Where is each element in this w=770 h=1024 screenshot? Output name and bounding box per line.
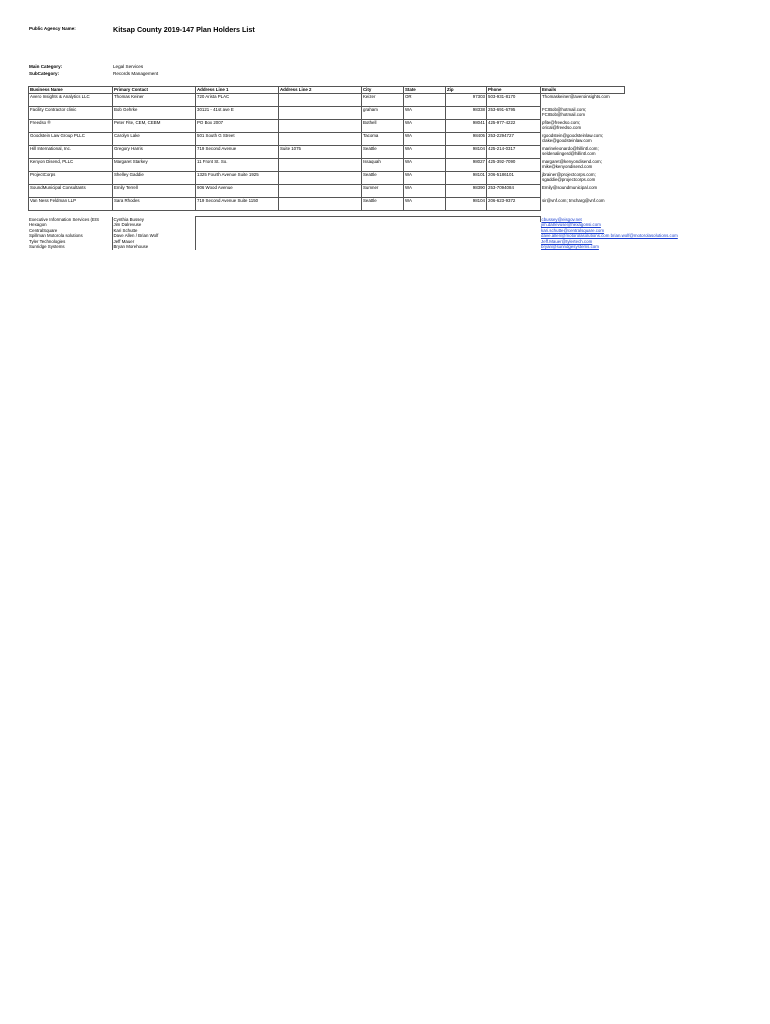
email-text: orical@freedso.com <box>542 124 582 130</box>
business-name-cell: ProjectCorps <box>29 172 113 185</box>
primary-contact-cell: Cynthia Bussey <box>112 217 195 223</box>
business-name-cell: Spillman Motorola solutions <box>28 233 112 239</box>
phone-cell: 503-931-8170 <box>487 94 541 107</box>
primary-contact-cell: Gregory Harris <box>113 146 196 159</box>
additional-plan-holders <box>28 216 770 250</box>
business-name-cell: Freedso ® <box>29 120 113 133</box>
column-header-primary-contact: Primary Contact <box>113 87 196 94</box>
business-name-cell: Executive Information Services (EIS <box>28 217 112 223</box>
table-row <box>29 146 625 159</box>
table-row <box>29 120 625 133</box>
business-name-cell: Van Ness Feldman LLP <box>29 198 113 211</box>
emails-cell <box>541 107 625 120</box>
email-link[interactable]: Jeff.Mauer@tylertech.com <box>541 238 593 244</box>
address-line-2-cell <box>279 94 362 107</box>
emails-cell <box>541 120 625 133</box>
state-cell: WA <box>404 146 446 159</box>
primary-contact-cell: Dave Allen / Brian Wolf <box>112 233 195 239</box>
emails-cell <box>541 146 625 159</box>
state-cell: WA <box>404 107 446 120</box>
column-header-emails: Emails <box>541 87 625 94</box>
address-line-1-cell: 1325 Fourth Avenue Suite 1925 <box>196 172 279 185</box>
email-link[interactable]: cbussey@eisgov.net <box>541 216 582 222</box>
zip-cell: 98101 <box>446 172 487 185</box>
address-line-1-cell: 11 Front St. So. <box>196 159 279 172</box>
city-cell: Sumner <box>362 185 404 198</box>
business-name-cell: Facility Contractor clinic <box>29 107 113 120</box>
address-line-2-cell: Suite 1075 <box>279 146 362 159</box>
primary-contact-cell: Thomas Keiner <box>113 94 196 107</box>
primary-contact-cell: Emily Terrell <box>113 185 196 198</box>
primary-contact-cell: Kari Schutte <box>112 228 195 234</box>
zip-cell: 97303 <box>446 94 487 107</box>
business-name-cell: Hill International, Inc. <box>29 146 113 159</box>
state-cell: WA <box>404 172 446 185</box>
address-line-1-cell: 906 Wood Avenue <box>196 185 279 198</box>
emails-cell <box>541 198 625 211</box>
table-header-row <box>29 87 625 94</box>
business-name-cell: CentralSquare <box>28 228 112 234</box>
city-cell: Seattle <box>362 198 404 211</box>
column-header-address-line-2: Address Line 2 <box>279 87 362 94</box>
column-header-zip: Zip <box>446 87 487 94</box>
city-cell: Tacoma <box>362 133 404 146</box>
state-cell: WA <box>404 185 446 198</box>
business-name-cell: Kenyon Disend, PLLC <box>29 159 113 172</box>
email-text: mike@kenyondisend.com <box>542 163 593 169</box>
column-header-address-line-1: Address Line 1 <box>196 87 279 94</box>
email-text: Thomaskeiner@averoinsights.com <box>542 94 610 99</box>
primary-contact-cell: Jeff Mauer <box>112 239 195 245</box>
empty-cell <box>195 244 540 250</box>
business-name-cell: Tyler Technologies <box>28 239 112 245</box>
document-title: Kitsap County 2019-147 Plan Holders List <box>113 25 255 34</box>
address-line-1-cell: 720 Arista PLAC <box>196 94 279 107</box>
plan-holders-table <box>28 86 625 211</box>
phone-cell: 253-2294727 <box>487 133 541 146</box>
address-line-1-cell: PO Box 2007 <box>196 120 279 133</box>
address-line-1-cell: 719 Second Avenue <box>196 146 279 159</box>
sub-category-value: Records Management <box>113 71 159 76</box>
email-text: Emily@soundmunicipal.com <box>542 184 598 190</box>
emails-cell <box>540 244 770 250</box>
primary-contact-cell: Shelley Gaddie <box>113 172 196 185</box>
table-row <box>29 185 625 198</box>
email-text: rgoodstein@goodsteinlaw.com; <box>542 132 604 138</box>
emails-cell <box>541 185 625 198</box>
primary-contact-cell: Jim Dalrevuse <box>112 222 195 228</box>
primary-contact-cell: Margaret Starkey <box>113 159 196 172</box>
email-text: FCIBob@hotmail.com; <box>542 106 587 112</box>
address-line-1-cell: 719 Second Avenue Suite 1150 <box>196 198 279 211</box>
column-header-phone: Phone <box>487 87 541 94</box>
table-row <box>29 159 625 172</box>
business-name-cell: Sunridge Systems <box>28 244 112 250</box>
primary-contact-cell: Bryan Morehouse <box>112 244 195 250</box>
city-cell: Bothell <box>362 120 404 133</box>
city-cell: Keizer <box>362 94 404 107</box>
zip-cell: 98104 <box>446 146 487 159</box>
table-row <box>29 133 625 146</box>
table-row <box>29 198 625 211</box>
phone-cell: 253-7094084 <box>487 185 541 198</box>
email-link[interactable]: bryan@sunridgesystems.com <box>541 244 599 250</box>
primary-contact-cell: Peter Fite, CEM, CEBM <box>113 120 196 133</box>
city-cell: Seattle <box>362 172 404 185</box>
sub-category-label: SubCategory: <box>29 71 60 76</box>
main-category-label: Main Category: <box>29 64 63 69</box>
primary-contact-cell: Sara Rhodes <box>113 198 196 211</box>
zip-cell: 98405 <box>446 133 487 146</box>
address-line-2-cell <box>279 133 362 146</box>
table-row <box>29 107 625 120</box>
zip-cell: 98041 <box>446 120 487 133</box>
email-text: margaret@kenyondisend.com; <box>542 158 602 164</box>
phone-cell: 253-691-6795 <box>487 107 541 120</box>
zip-cell: 98027 <box>446 159 487 172</box>
email-text: sgaddie@projectcorps.com <box>542 176 596 182</box>
primary-contact-cell: Carolyn Lake <box>113 133 196 146</box>
state-cell: WA <box>404 133 446 146</box>
column-header-business-name: Business Name <box>29 87 113 94</box>
state-cell: WA <box>404 198 446 211</box>
phone-cell: 425-977-4222 <box>487 120 541 133</box>
email-text: marineleonardo@hillintl.com; <box>542 145 599 151</box>
public-agency-label: Public Agency Name: <box>29 26 76 31</box>
table-row <box>29 94 625 107</box>
column-header-state: State <box>404 87 446 94</box>
email-link[interactable]: kari.schutte@centralsquare.com <box>541 227 605 233</box>
address-line-2-cell <box>279 185 362 198</box>
phone-cell: 206-623-9372 <box>487 198 541 211</box>
emails-cell <box>541 133 625 146</box>
business-name-cell: Goodstein Law Group PLLC <box>29 133 113 146</box>
business-name-cell: Hexagon <box>28 222 112 228</box>
email-text: jbrainer@projectcorps.com; <box>542 171 596 177</box>
main-category-value: Legal Services <box>113 64 144 69</box>
address-line-2-cell <box>279 172 362 185</box>
table-row <box>29 172 625 185</box>
email-text: clake@goodsteinlaw.com <box>542 137 592 143</box>
zip-cell: 98104 <box>446 198 487 211</box>
email-text: pfite@freedso.com; <box>542 119 581 125</box>
emails-cell <box>541 172 625 185</box>
list-item <box>28 244 770 250</box>
address-line-2-cell <box>279 107 362 120</box>
city-cell: graham <box>362 107 404 120</box>
business-name-cell: Avero Insights & Analytics LLC <box>29 94 113 107</box>
address-line-1-cell: 30121 - 41st ave E <box>196 107 279 120</box>
address-line-2-cell <box>279 120 362 133</box>
state-cell: OR <box>404 94 446 107</box>
phone-cell: 425-214-0317 <box>487 146 541 159</box>
business-name-cell: SoundMunicipal Consultants <box>29 185 113 198</box>
state-cell: WA <box>404 159 446 172</box>
address-line-2-cell <box>279 159 362 172</box>
city-cell: Seattle <box>362 146 404 159</box>
phone-cell: 425-392-7090 <box>487 159 541 172</box>
email-text: seldenalingerd@hillintl.com <box>542 150 596 156</box>
zip-cell: 98390 <box>446 185 487 198</box>
email-link[interactable]: dave.allen@motorolasolutions.com brian.wolf@motorolasolutions.com <box>541 233 678 239</box>
email-text: sir@vnf.com; tmcharg@vnf.com <box>542 197 605 203</box>
email-text: FCIBob@hotmail.com <box>542 111 586 117</box>
primary-contact-cell: Bob Gehrke <box>113 107 196 120</box>
email-link[interactable]: jim.dalrevuse@hexagonsi.com <box>541 222 601 228</box>
state-cell: WA <box>404 120 446 133</box>
column-header-city: City <box>362 87 404 94</box>
address-line-2-cell <box>279 198 362 211</box>
phone-cell: 206-5186101 <box>487 172 541 185</box>
emails-cell <box>541 94 625 107</box>
zip-cell: 98338 <box>446 107 487 120</box>
emails-cell <box>541 159 625 172</box>
address-line-1-cell: 501 South G Street <box>196 133 279 146</box>
city-cell: Issaquah <box>362 159 404 172</box>
